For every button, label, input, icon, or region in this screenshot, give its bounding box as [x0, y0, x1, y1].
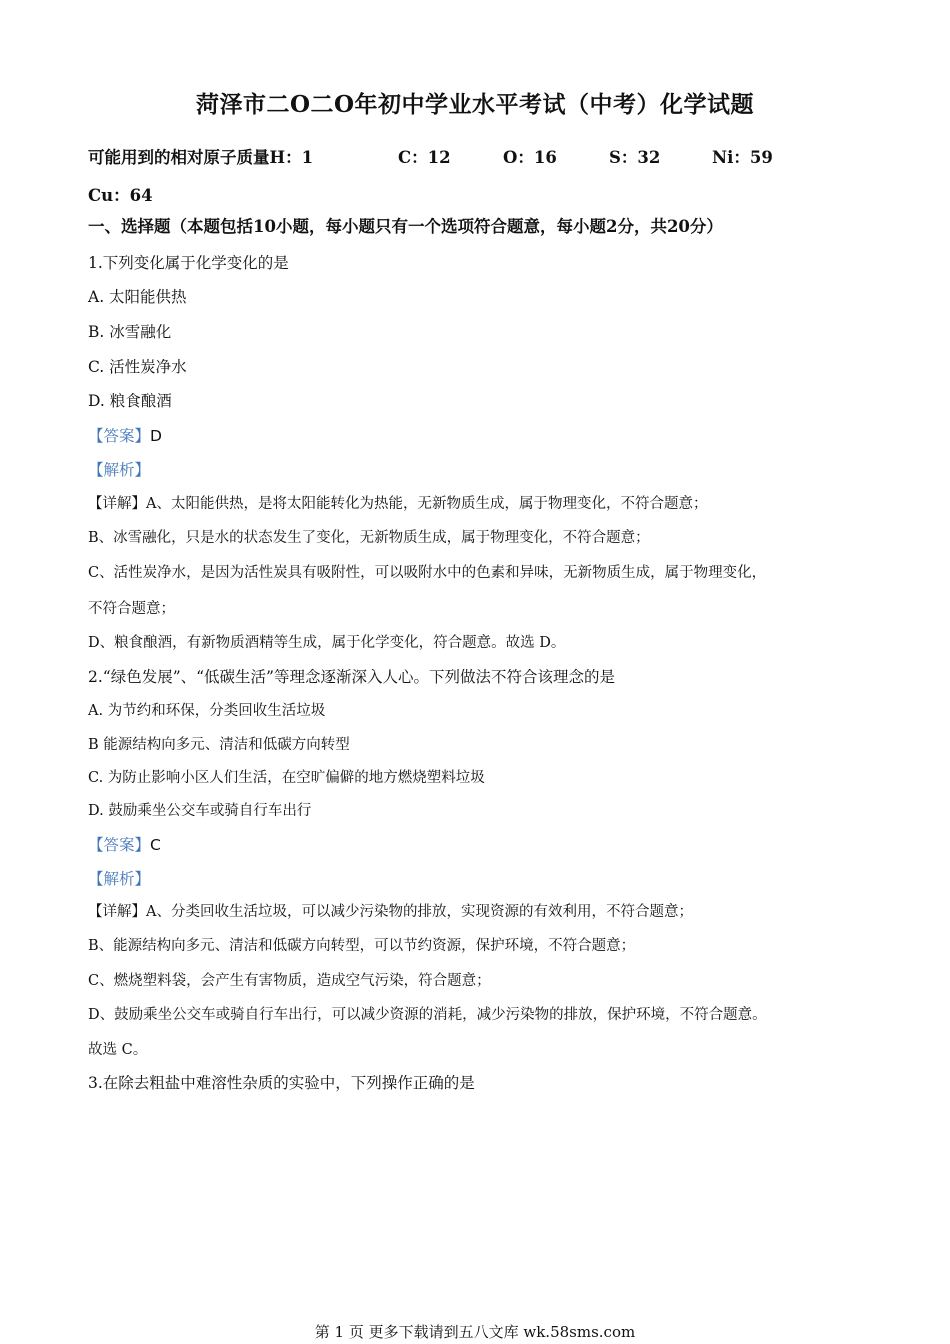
- atomic-mass-label: 可能用到的相对原子质量: [88, 148, 270, 167]
- q2-detail-3: C、燃烧塑料袋，会产生有害物质，造成空气污染，符合题意；: [88, 973, 491, 989]
- page-title: 菏泽市二O二O年初中学业水平考试（中考）化学试题: [195, 91, 755, 118]
- q2-detail-5: 故选 C。: [88, 1042, 148, 1058]
- section-heading: 一、选择题（本题包括10小题，每小题只有一个选项符合题意，每小题2分，共20分）: [88, 217, 723, 236]
- atomic-mass-label-line: [88, 144, 313, 168]
- q1-option-a: A. 太阳能供热: [88, 288, 187, 306]
- q2-detail-2: B、能源结构向多元、清洁和低碳方向转型，可以节约资源，保护环境，不符合题意；: [88, 938, 636, 954]
- atomic-mass-s: S：32: [609, 148, 661, 167]
- q2-option-a: A. 为节约和环保，分类回收生活垃圾: [88, 703, 326, 719]
- q1-option-b: B. 冰雪融化: [88, 323, 172, 341]
- q3-stem: 3.在除去粗盐中难溶性杂质的实验中，下列操作正确的是: [88, 1074, 475, 1092]
- q1-answer-tag: 【答案】: [88, 427, 151, 445]
- q2-answer: C: [150, 836, 161, 854]
- q2-option-c: C. 为防止影响小区人们生活，在空旷偏僻的地方燃烧塑料垃圾: [88, 770, 485, 786]
- atomic-mass-h: H：1: [269, 148, 314, 167]
- page-footer: 第 1 页 更多下载请到五八文库 wk.58sms.com: [314, 1323, 636, 1341]
- q1-detail-3: C、活性炭净水，是因为活性炭具有吸附性，可以吸附水中的色素和异味，无新物质生成，属于物理变化，: [88, 565, 767, 581]
- q1-answer: D: [150, 427, 162, 445]
- q2-detail-1: 【详解】A、分类回收生活垃圾，可以减少污染物的排放，实现资源的有效利用，不符合题意；: [88, 904, 693, 920]
- q2-answer-line: [88, 834, 161, 856]
- q2-analysis-tag: 【解析】: [88, 870, 151, 888]
- q2-answer-tag: 【答案】: [88, 836, 151, 854]
- atomic-mass-c: C：12: [398, 148, 451, 167]
- q2-option-d: D. 鼓励乘坐公交车或骑自行车出行: [88, 803, 312, 819]
- q1-detail-4: 不符合题意；: [88, 601, 175, 617]
- q1-analysis-tag: 【解析】: [88, 461, 151, 479]
- q2-stem: 2.“绿色发展”、“低碳生活”等理念逐渐深入人心。下列做法不符合该理念的是: [88, 668, 615, 686]
- q1-option-d: D. 粮食酿酒: [88, 392, 172, 410]
- q2-option-b: B 能源结构向多元、清洁和低碳方向转型: [88, 737, 350, 753]
- q1-detail-2: B、冰雪融化，只是水的状态发生了变化，无新物质生成，属于物理变化，不符合题意；: [88, 530, 650, 546]
- atomic-mass-cu: Cu：64: [88, 186, 153, 205]
- q1-option-c: C. 活性炭净水: [88, 358, 187, 376]
- q1-stem: 1.下列变化属于化学变化的是: [88, 254, 289, 272]
- q1-detail-5: D、粮食酿酒，有新物质酒精等生成，属于化学变化，符合题意。故选 D。: [88, 635, 566, 651]
- q1-detail-1: 【详解】A、太阳能供热，是将太阳能转化为热能，无新物质生成，属于物理变化，不符合题意；: [88, 496, 708, 512]
- atomic-mass-ni: Ni：59: [712, 148, 773, 167]
- q2-detail-4: D、鼓励乘坐公交车或骑自行车出行，可以减少资源的消耗，减少污染物的排放，保护环境，不符合题意。: [88, 1007, 767, 1023]
- q1-answer-line: [88, 425, 162, 447]
- atomic-mass-o: O：16: [503, 148, 557, 167]
